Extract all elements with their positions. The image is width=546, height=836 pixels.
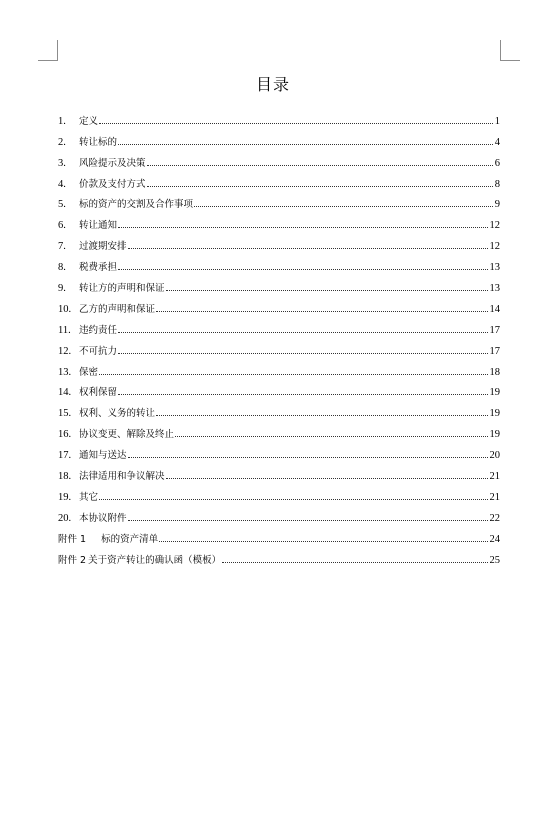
toc-entry[interactable] [58,210,500,231]
toc-appendix-label: 关于资产转让的确认函（模板） [88,554,222,566]
toc-leader [128,248,488,249]
toc-entry-label: 保密 [79,366,99,378]
toc-entry-number: 14. [58,387,72,399]
toc-entry-page: 24 [489,533,500,545]
toc-entry[interactable] [58,461,500,482]
toc-leader [166,290,488,291]
toc-entry-label: 价款及支付方式 [79,178,146,190]
toc-entry-number: 13. [58,366,72,378]
toc-entry[interactable] [58,252,500,273]
toc-leader [147,186,493,187]
toc-entry-label: 本协议附件 [79,512,127,524]
toc-entry[interactable] [58,503,500,524]
toc-entry-label: 转让方的声明和保证 [79,283,165,295]
toc-entry-page: 12 [489,220,500,232]
toc-entry-label: 其它 [79,491,99,503]
toc-leader [99,499,487,500]
toc-entry-page: 8 [494,178,500,190]
toc-leader [156,415,487,416]
toc-entry[interactable] [58,127,500,148]
toc-entry-page: 21 [489,471,500,483]
toc-entry-number: 18. [58,471,72,483]
toc-entry-number: 12. [58,345,72,357]
toc-leader [118,144,493,145]
toc-entry-page: 13 [489,262,500,274]
toc-entry[interactable] [58,336,500,357]
toc-entry-page: 21 [489,491,500,503]
toc-entry-label: 标的资产的交割及合作事项 [79,199,194,211]
toc-entry-label: 权利保留 [79,387,118,399]
toc-entry[interactable] [58,440,500,461]
toc-entry-page: 12 [489,241,500,253]
toc-entry-number: 10. [58,303,72,315]
toc-entry-number: 15. [58,408,72,420]
toc-entry-number: 2. [58,136,66,148]
toc-leader [175,436,487,437]
toc-entry-page: 19 [489,408,500,420]
toc-entry-number: 4. [58,178,66,190]
toc-entry-label: 税费承担 [79,262,118,274]
toc-leader [166,478,488,479]
toc-entry[interactable] [58,190,500,211]
toc-leader [99,123,493,124]
toc-entry-page: 13 [489,283,500,295]
toc-entry-page: 14 [489,303,500,315]
toc-leader [99,374,487,375]
page-corner-mark-top-left [38,60,58,61]
toc-entry-label: 定义 [79,115,99,127]
toc-entry-number: 9. [58,283,66,295]
toc-entry-number: 6. [58,220,66,232]
toc-leader [156,311,487,312]
toc-entry[interactable] [58,294,500,315]
toc-entry-label: 违约责任 [79,324,118,336]
toc-entry-label: 过渡期安排 [79,241,127,253]
table-of-contents [58,106,500,566]
toc-leader [147,165,493,166]
toc-leader [159,541,487,542]
toc-entry[interactable] [58,148,500,169]
toc-entry[interactable] [58,357,500,378]
toc-entry-label: 风险提示及决策 [79,157,146,169]
toc-entry-page: 1 [494,115,500,127]
toc-entry-number: 19. [58,491,72,503]
toc-entry-number: 1. [58,115,66,127]
toc-entry-page: 20 [489,450,500,462]
toc-entry-label: 协议变更、解除及终止 [79,429,175,441]
toc-entry[interactable] [58,169,500,190]
toc-entry[interactable] [58,315,500,336]
toc-entry-page: 22 [489,512,500,524]
toc-entry-page: 17 [489,324,500,336]
toc-leader [128,457,488,458]
toc-title: 目录 [255,75,290,94]
toc-entry-number: 11. [58,324,71,336]
toc-appendix-entry[interactable] [58,524,500,545]
toc-entry[interactable] [58,273,500,294]
toc-appendix-prefix: 附件 2 [58,554,87,566]
page-corner-mark-top-left [57,40,58,60]
toc-leader [118,353,487,354]
toc-entry-number: 5. [58,199,66,211]
toc-entry-page: 9 [494,199,500,211]
toc-entry-page: 4 [494,136,500,148]
toc-entry-page: 6 [494,157,500,169]
page-corner-mark-top-right [500,40,501,60]
toc-entry[interactable] [58,398,500,419]
toc-leader [128,520,488,521]
toc-appendix-entry[interactable] [58,545,500,566]
toc-leader [118,332,487,333]
toc-entry-label: 不可抗力 [79,345,118,357]
toc-entry-label: 转让通知 [79,220,118,232]
toc-entry[interactable] [58,482,500,503]
toc-leader [118,394,487,395]
toc-entry[interactable] [58,106,500,127]
toc-entry-number: 17. [58,450,72,462]
toc-entry-number: 3. [58,157,66,169]
toc-appendix-label: 标的资产清单 [101,533,159,545]
page-corner-mark-top-right [500,60,520,61]
toc-entry-page: 19 [489,387,500,399]
toc-entry-number: 7. [58,241,66,253]
toc-leader [222,562,487,563]
toc-leader [118,227,487,228]
toc-entry-label: 乙方的声明和保证 [79,303,156,315]
toc-entry-label: 权利、义务的转让 [79,408,156,420]
toc-entry[interactable] [58,231,500,252]
toc-entry-label: 法律适用和争议解决 [79,471,165,483]
toc-entry-number: 8. [58,262,66,274]
toc-leader [118,269,487,270]
toc-entry-page: 17 [489,345,500,357]
toc-entry-page: 19 [489,429,500,441]
toc-entry-number: 20. [58,512,72,524]
toc-entry-label: 通知与送达 [79,450,127,462]
toc-entry-page: 25 [489,554,500,566]
toc-entry-number: 16. [58,429,72,441]
toc-entry-page: 18 [489,366,500,378]
toc-entry[interactable] [58,419,500,440]
toc-leader [194,206,493,207]
toc-entry[interactable] [58,378,500,399]
toc-entry-label: 转让标的 [79,136,118,148]
toc-appendix-prefix: 附件 1 [58,533,87,545]
